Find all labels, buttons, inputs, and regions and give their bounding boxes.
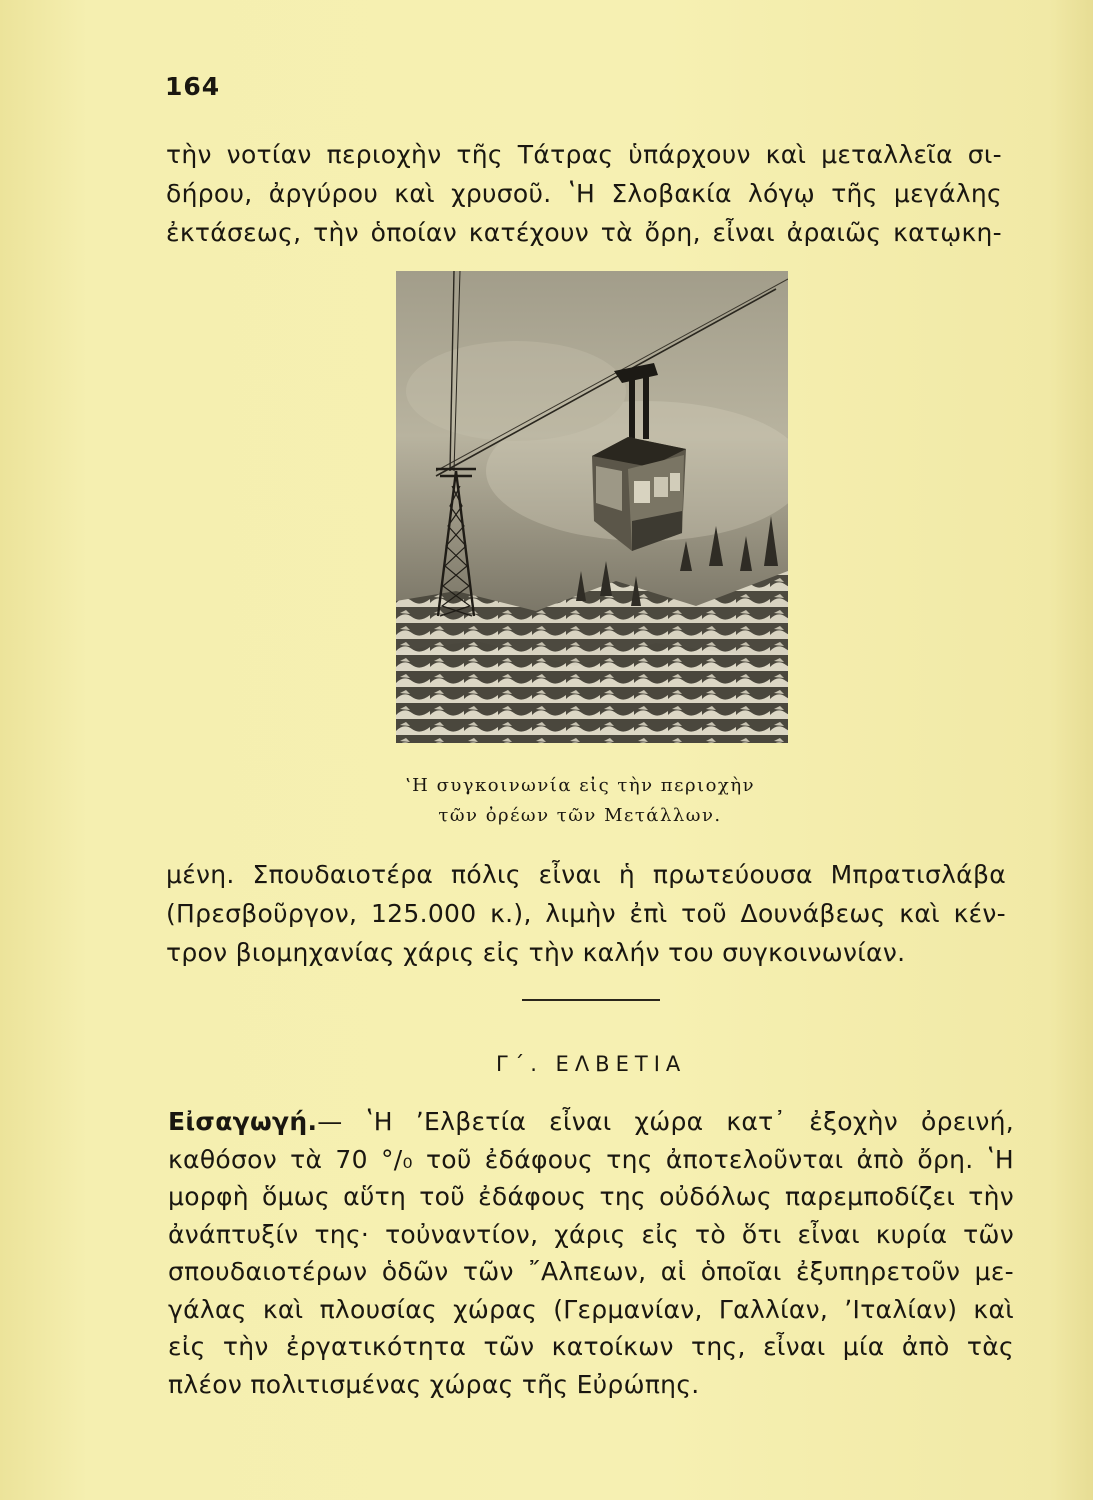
figure-caption-line-2: τῶν ὀρέων τῶν Μετάλλων. (438, 805, 722, 826)
page-number: 164 (165, 72, 221, 101)
text-line: μένη. Σπουδαιοτέρα πόλις εἶναι ἡ πρωτεύουσα Μπρατισλάβα (166, 860, 1006, 889)
text-line: γάλας καὶ πλουσίας χώρας (Γερμανίαν, Γαλλίαν, ʼΙταλίαν) καὶ (168, 1294, 1014, 1324)
text-line-rest: — ʽΗ ʼΕλβετία εἶναι χώρα κατ᾽ ἐξοχὴν ὀρεινή, (317, 1107, 1014, 1136)
cable-car-photo-illustration (396, 271, 788, 743)
text-line: εἰς τὴν ἐργατικότητα τῶν κατοίκων της, εἶναι μία ἀπὸ τὰς (168, 1332, 1014, 1361)
cable-car-photo (396, 271, 788, 743)
text-line: ἀνάπτυξίν της· τοὐναντίον, χάρις εἰς τὸ ὅτι εἶναι κυρία τῶν (168, 1219, 1014, 1249)
paragraph-bratislava (166, 855, 1006, 972)
text-line: δήρου, ἀργύρου καὶ χρυσοῦ. ʽΗ Σλοβακία λόγῳ τῆς μεγάλης (166, 179, 1002, 208)
text-line: μορφὴ ὅμως αὕτη τοῦ ἐδάφους της οὐδόλως παρεμποδίζει τὴν (168, 1182, 1014, 1211)
lead-word: Εἰσαγωγή. (168, 1107, 318, 1136)
text-line: τὴν νοτίαν περιοχὴν τῆς Τάτρας ὑπάρχουν καὶ μεταλλεῖα σι- (166, 140, 1002, 169)
section-divider (522, 999, 660, 1001)
text-line: (Πρεσβοῦργον, 125.000 κ.), λιμὴν ἐπὶ τοῦ Δουνάβεως καὶ κέν- (166, 899, 1006, 928)
paragraph-switzerland-intro (168, 1103, 1014, 1403)
text-line (168, 1103, 1014, 1141)
text-line: ἐκτάσεως, τὴν ὁποίαν κατέχουν τὰ ὄρη, εἶναι ἀραιῶς κατῳκη- (166, 218, 1002, 247)
text-line: σπουδαιοτέρων ὁδῶν τῶν ῎Αλπεων, αἱ ὁποῖαι ἐξυπηρετοῦν με- (168, 1257, 1014, 1286)
text-line: πλέον πολιτισμένας χώρας τῆς Εὐρώπης. (168, 1369, 700, 1399)
section-heading: Γ΄. ΕΛΒΕΤΙΑ (496, 1052, 687, 1076)
paragraph-tatra-slovakia (166, 135, 1002, 252)
text-line: καθόσον τὰ 70 °/₀ τοῦ ἐδάφους της ἀποτελοῦνται ἀπὸ ὄρη. ʽΗ (168, 1144, 1014, 1174)
figure-caption-line-1: ʽΗ συγκοινωνία εἰς τὴν περιοχὴν (404, 775, 756, 796)
text-line: τρον βιομηχανίας χάρις εἰς τὴν καλήν του συγκοινωνίαν. (166, 938, 906, 967)
